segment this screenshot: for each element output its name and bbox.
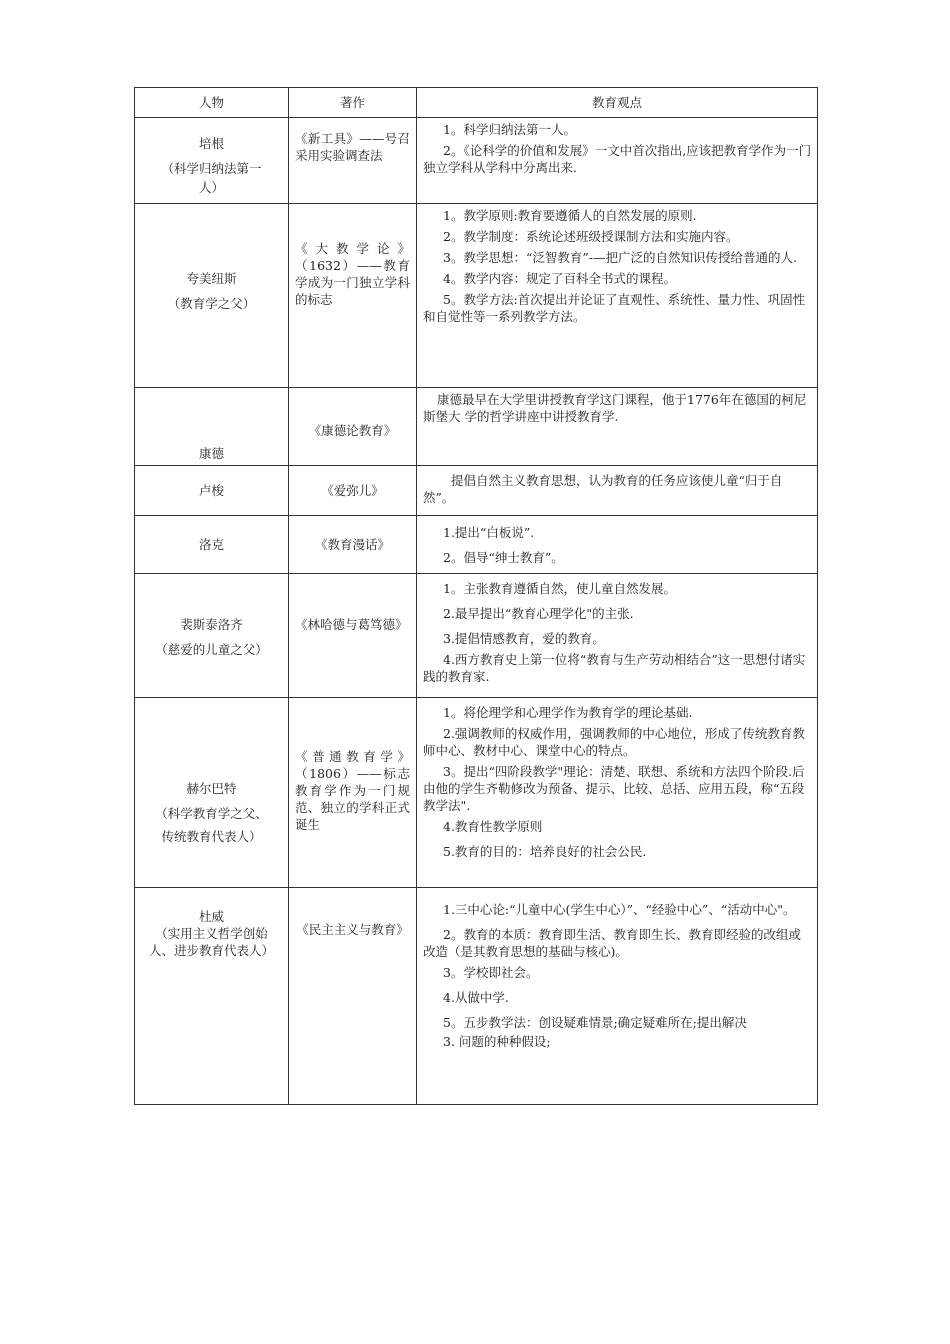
view-item: 4.西方教育史上第一位将“教育与生产劳动相结合”这一思想付诸实践的教育家. (423, 652, 806, 684)
person-title: （慈爱的儿童之父） (155, 642, 268, 657)
work-title: 《林哈德与葛笃德》 (295, 617, 408, 632)
work-title: 《康德论教育》 (308, 423, 397, 438)
person-title: 传统教育代表人） (161, 829, 262, 844)
view-item: 4。教学内容：规定了百科全书式的课程。 (443, 271, 676, 286)
person-title: 人、进步教育代表人） (148, 943, 274, 958)
view-item: 4.教育性教学原则 (443, 819, 543, 834)
person-cell (135, 516, 289, 574)
table-header-row (135, 88, 818, 118)
table-row (135, 888, 818, 1105)
person-name: 杜威 (198, 909, 224, 924)
table-row (135, 118, 818, 204)
table-row (135, 516, 818, 574)
person-title: 人） (198, 180, 224, 195)
work-cell (289, 574, 417, 698)
view-item: 5。教学方法:首次提出并论证了直观性、系统性、量力性、巩固性和自觉性等一系列教学方法。 (423, 292, 806, 324)
view-item: 3.提倡情感教育，爱的教育。 (443, 631, 605, 646)
person-cell (135, 388, 289, 466)
view-item: 2.强调教师的权威作用，强调教师的中心地位，形成了传统教育教师中心、教材中心、课堂中心的特点。 (423, 726, 805, 758)
table-row (135, 698, 818, 888)
person-title: （教育学之父） (167, 296, 256, 311)
work-cell (289, 204, 417, 388)
view-item: 1。主张教育遵循自然，使儿童自然发展。 (443, 581, 676, 596)
view-item: 3。提出“四阶段教学"理论：清楚、联想、系统和方法四个阶段.后由他的学生齐勒修改为预备、提示、比较、总括、应用五段，称“五段教学法". (423, 764, 805, 813)
view-item: 2。倡导“绅士教育”。 (443, 550, 564, 565)
person-cell (135, 888, 289, 1105)
views-cell (417, 388, 818, 466)
person-cell (135, 466, 289, 516)
view-item: 3. 问题的种种假设; (443, 1034, 551, 1049)
work-title: 《大教学论》（1632）——教育学成为一门独立学科的标志 (295, 241, 410, 307)
header-views: 教育观点 (417, 88, 818, 118)
view-item: 1.三中心论:“儿童中心(学生中心）”、“经验中心”、“活动中心"。 (443, 902, 796, 917)
work-title: 《民主主义与教育》 (296, 922, 409, 937)
person-name: 卢梭 (198, 483, 224, 498)
view-item: 提倡自然主义教育思想，认为教育的任务应该使儿童“归于自然”。 (423, 473, 783, 505)
person-title: （实用主义哲学创始 (155, 926, 268, 941)
person-cell (135, 574, 289, 698)
views-cell (417, 118, 818, 204)
view-item: 2.最早提出“教育心理学化"的主张. (443, 606, 634, 621)
work-cell (289, 118, 417, 204)
work-cell (289, 466, 417, 516)
work-cell (289, 516, 417, 574)
person-title: （科学教育学之父、 (155, 806, 268, 821)
person-name: 康德 (198, 446, 224, 461)
table-row (135, 388, 818, 466)
work-title: 《教育漫话》 (314, 537, 390, 552)
view-item: 2。教育的本质：教育即生活、教育即生长、教育即经验的改组或改造（是其教育思想的基础与核心)。 (423, 927, 801, 959)
work-title: 《新工具》——号召采用实验调查法 (295, 131, 410, 163)
header-work: 著作 (289, 88, 417, 118)
work-title: 《爱弥儿》 (321, 483, 384, 498)
views-cell (417, 574, 818, 698)
person-name: 洛克 (198, 537, 224, 552)
view-item: 2。教学制度：系统论述班级授课制方法和实施内容。 (443, 229, 739, 244)
view-item: 5。五步教学法：创设疑难情景;确定疑难所在;提出解决 (443, 1015, 747, 1030)
views-cell (417, 516, 818, 574)
views-cell (417, 204, 818, 388)
view-item: 5.教育的目的：培养良好的社会公民. (443, 844, 647, 859)
educators-table (134, 87, 818, 1105)
view-item: 3。教学思想：“泛智教育”-—把广泛的自然知识传授给普通的人. (443, 250, 797, 265)
person-name: 赫尔巴特 (186, 781, 237, 796)
person-cell (135, 698, 289, 888)
person-cell (135, 118, 289, 204)
view-item: 1.提出“白板说”. (443, 525, 535, 540)
person-name: 培根 (198, 136, 224, 151)
view-item: 4.从做中学. (443, 990, 509, 1005)
view-item: 2。《论科学的价值和发展》一文中首次指出,应该把教育学作为一门独立学科从学科中分离出来. (423, 143, 812, 175)
work-title: 《普通教育学》（1806）——标志教育学作为一门规范、独立的学科正式诞生 (295, 749, 410, 832)
table-row (135, 574, 818, 698)
views-cell (417, 466, 818, 516)
views-cell (417, 698, 818, 888)
view-item: 1。将伦理学和心理学作为教育学的理论基础. (443, 705, 693, 720)
person-name: 夸美纽斯 (186, 271, 237, 286)
person-cell (135, 204, 289, 388)
table-row (135, 204, 818, 388)
header-person: 人物 (135, 88, 289, 118)
person-name: 裴斯泰洛齐 (180, 617, 243, 632)
work-cell (289, 888, 417, 1105)
view-item: 康德最早在大学里讲授教育学这门课程，他于1776年在德国的柯尼斯堡大 学的哲学讲座中讲授教育学. (423, 392, 807, 424)
work-cell (289, 388, 417, 466)
view-item: 1。教学原则:教育要遵循人的自然发展的原则. (443, 208, 697, 223)
work-cell (289, 698, 417, 888)
person-title: （科学归纳法第一 (161, 161, 262, 176)
table-row (135, 466, 818, 516)
view-item: 1。科学归纳法第一人。 (443, 122, 576, 137)
views-cell (417, 888, 818, 1105)
view-item: 3。学校即社会。 (443, 965, 539, 980)
